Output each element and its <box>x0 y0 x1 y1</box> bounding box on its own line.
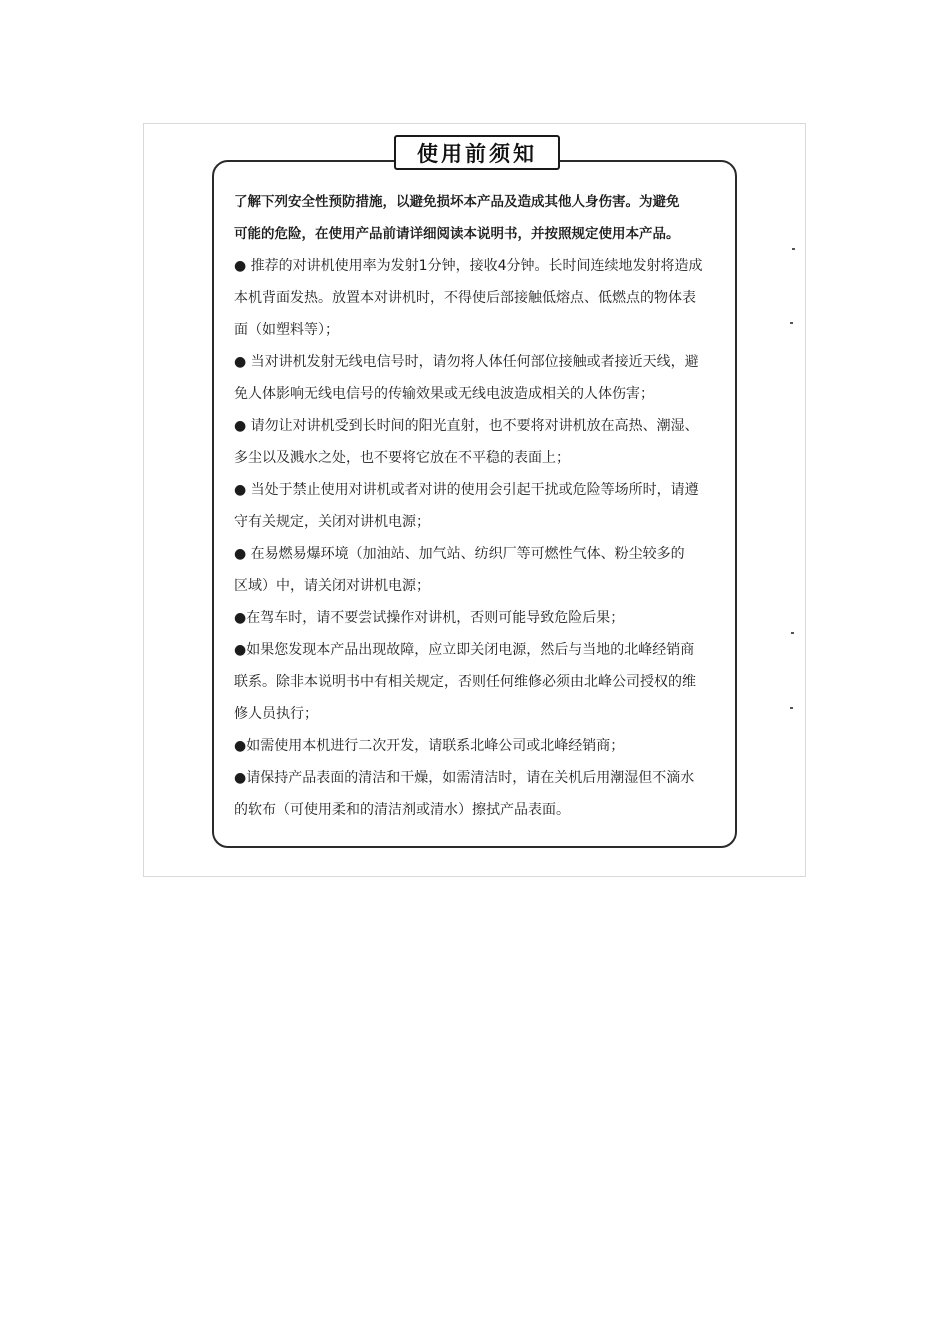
notice-line: ● 在易燃易爆环境（加油站、加气站、纺织厂等可燃性气体、粉尘较多的 <box>234 546 685 562</box>
notice-line: 多尘以及溅水之处，也不要将它放在不平稳的表面上； <box>234 450 570 466</box>
notice-text <box>234 186 722 826</box>
notice-line: 了解下列安全性预防措施，以避免损坏本产品及造成其他人身伤害。为避免 <box>234 194 680 210</box>
notice-line: ● 当对讲机发射无线电信号时，请勿将人体任何部位接触或者接近天线，避 <box>234 354 699 370</box>
notice-line: ● 当处于禁止使用对讲机或者对讲的使用会引起干扰或危险等场所时，请遵 <box>234 482 699 498</box>
notice-line: 联系。除非本说明书中有相关规定，否则任何维修必须由北峰公司授权的维 <box>234 674 696 690</box>
notice-line: ●请保持产品表面的清洁和干燥，如需清洁时，请在关机后用潮湿但不滴水 <box>234 770 695 786</box>
notice-line: ●在驾车时，请不要尝试操作对讲机，否则可能导致危险后果； <box>234 610 625 626</box>
notice-panel <box>212 160 737 848</box>
notice-line: 修人员执行； <box>234 706 318 722</box>
notice-line: ●如需使用本机进行二次开发，请联系北峰公司或北峰经销商； <box>234 738 625 754</box>
scan-speck <box>791 632 794 634</box>
scanned-page <box>143 123 806 877</box>
notice-line: 本机背面发热。放置本对讲机时，不得使后部接触低熔点、低燃点的物体表 <box>234 290 696 306</box>
notice-line: 区域）中，请关闭对讲机电源； <box>234 578 430 594</box>
scan-speck <box>790 707 793 709</box>
notice-line: ●如果您发现本产品出现故障，应立即关闭电源，然后与当地的北峰经销商 <box>234 642 695 658</box>
notice-line: 免人体影响无线电信号的传输效果或无线电波造成相关的人体伤害； <box>234 386 654 402</box>
notice-line: 可能的危险，在使用产品前请详细阅读本说明书，并按照规定使用本产品。 <box>234 226 680 242</box>
notice-line: 的软布（可使用柔和的清洁剂或清水）擦拭产品表面。 <box>234 802 570 818</box>
notice-line: 面（如塑料等）； <box>234 322 339 338</box>
notice-line: 守有关规定，关闭对讲机电源； <box>234 514 430 530</box>
notice-line: ● 推荐的对讲机使用率为发射1分钟，接收4分钟。长时间连续地发射将造成 <box>234 258 703 274</box>
scan-speck <box>792 248 795 250</box>
notice-title: 使用前须知 <box>394 135 560 170</box>
scan-speck <box>790 322 793 324</box>
notice-line: ● 请勿让对讲机受到长时间的阳光直射，也不要将对讲机放在高热、潮湿、 <box>234 418 699 434</box>
